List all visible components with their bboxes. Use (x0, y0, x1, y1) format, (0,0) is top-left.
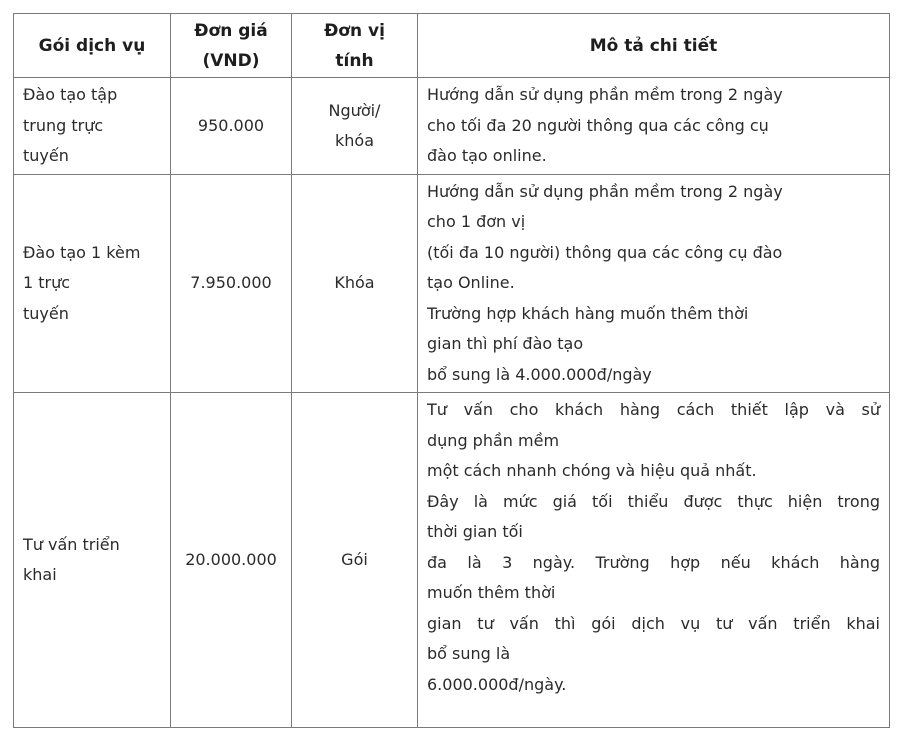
header-service-package: Gói dịch vụ (14, 14, 171, 78)
header-unit: Đơn vị tính (292, 14, 418, 78)
pricing-table-container (13, 13, 890, 728)
unit-cell: Gói (292, 393, 418, 728)
unit-cell: Khóa (292, 175, 418, 393)
price-cell: 950.000 (171, 78, 292, 175)
price-cell: 7.950.000 (171, 175, 292, 393)
service-name-cell: Đào tạo tập trung trực tuyến (14, 78, 171, 175)
description-cell: Hướng dẫn sử dụng phần mềm trong 2 ngày cho tối đa 20 người thông qua các công cụ đào tạo online. (418, 78, 890, 175)
description-cell: Tư vấn cho khách hàng cách thiết lập và sử dụng phần mềm một cách nhanh chóng và hiệu quả nhất. Đây là mức giá tối thiểu được thực hiện trong thời gian tối đa là 3 ngày. Trường hợp nếu khách hàng muốn thêm thời gian tư vấn thì gói dịch vụ tư vấn triển khai bổ sung là 6.000.000đ/ngày. (418, 393, 890, 728)
header-unit-price: Đơn giá (VND) (171, 14, 292, 78)
table-header-row (14, 14, 890, 78)
table-row (14, 393, 890, 728)
header-description: Mô tả chi tiết (418, 14, 890, 78)
table-row (14, 78, 890, 175)
service-name-cell: Tư vấn triển khai (14, 393, 171, 728)
table-row (14, 175, 890, 393)
unit-cell: Người/ khóa (292, 78, 418, 175)
service-name-cell: Đào tạo 1 kèm 1 trực tuyến (14, 175, 171, 393)
price-cell: 20.000.000 (171, 393, 292, 728)
service-pricing-table (13, 13, 890, 728)
description-cell: Hướng dẫn sử dụng phần mềm trong 2 ngày cho 1 đơn vị (tối đa 10 người) thông qua các công cụ đào tạo Online. Trường hợp khách hàng muốn thêm thời gian thì phí đào tạo bổ sung là 4.000.000đ/ngày (418, 175, 890, 393)
